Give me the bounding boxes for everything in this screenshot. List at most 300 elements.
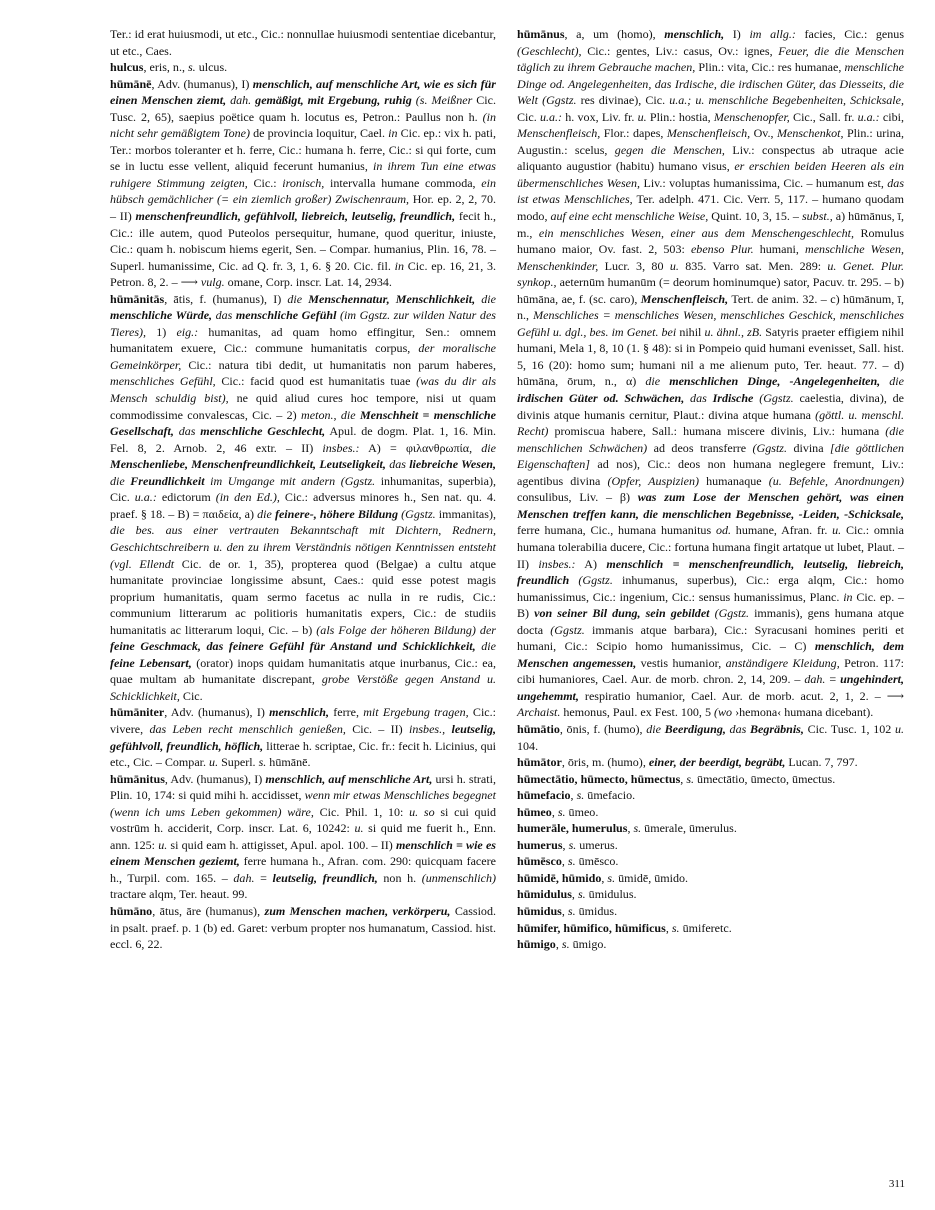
entry-text: leutselig, gefühlvoll, freundlich, höflich, xyxy=(110,721,496,753)
entry-text: Menschennatur, Menschlichkeit, xyxy=(308,291,476,306)
entry-text: Feuer, die die Menschen täglich zu ihrem Gebrauche machen, xyxy=(517,43,904,75)
entry-text: cibi, xyxy=(879,109,904,124)
entry-text: , a, um (homo), xyxy=(564,27,665,41)
entry-text: ebenso Plur. xyxy=(690,242,754,257)
entry-text: Apul. de dogm. Plat. 1, 16. Min. Fel. 8, 2. Arnob. 2, 46 extr. – II) xyxy=(110,424,496,455)
dictionary-entry xyxy=(110,59,496,76)
entry-headword: hūmānitās xyxy=(110,291,165,306)
entry-text: Cassiod. in psalt. praef. p. 1 (b) ed. Garet: verbum propter nos humanatum, Cassiod. hist. eccl. 6, 22. xyxy=(110,903,496,952)
entry-text: u. xyxy=(209,755,219,770)
entry-text: menschlich, auf menschliche Art, wie es sich für einen Menschen ziemt, xyxy=(110,76,496,108)
entry-text: Freundlichkeit xyxy=(130,473,205,488)
entry-text: Cic. Phil. 1, 10: xyxy=(313,804,410,819)
entry-text: subst., xyxy=(801,209,833,224)
entry-text: Irdische xyxy=(712,391,754,406)
entry-text: (Geschlecht), xyxy=(517,43,582,58)
entry-text: in ihrem Tun eine etwas ruhigere Stimmung zeigten, xyxy=(110,159,496,190)
entry-text: (Ggstz. xyxy=(753,391,794,406)
entry-text: facies, Cic.: genus xyxy=(795,27,905,41)
entry-text: im allg.: xyxy=(749,27,796,41)
entry-text: ›hemona‹ humana dicebant). xyxy=(732,705,874,720)
entry-text: insbes., xyxy=(409,721,446,736)
entry-text: tractare alqm, Ter. heaut. 99. xyxy=(110,887,248,902)
entry-text: Quint. 10, 3, 15. – xyxy=(708,209,802,224)
entry-text: , xyxy=(680,771,687,786)
entry-text: Cic. ep.: vix h. pati, Ter.: morbos toleranter et h. ferre, Cic.: humana h. ferre, Cic.: si qui forte, cum se in luctu esse vellent, aliquid fecerunt humanius, xyxy=(110,126,496,174)
dictionary-entry xyxy=(517,870,904,887)
entry-text: (unmenschlich) xyxy=(421,870,496,885)
entry-text: intervalla humane commoda, xyxy=(324,175,482,190)
entry-headword: hūmigo xyxy=(517,937,556,952)
entry-text: u.a.: xyxy=(857,109,880,124)
entry-text: u. so xyxy=(409,804,435,819)
entry-text: , xyxy=(627,821,634,836)
entry-text: (u. Befehle, Anordnungen) xyxy=(768,473,904,488)
dictionary-entry xyxy=(517,903,904,920)
dictionary-entry xyxy=(110,903,496,953)
entry-text: s. xyxy=(686,771,695,786)
entry-text: vestis humanior, xyxy=(636,655,726,670)
entry-text: menschlich, auf menschliche Art, xyxy=(265,771,433,786)
entry-text: menschlichen Dinge, -Angelegenheiten, xyxy=(669,374,881,389)
entry-text: aeternūm humanūm (= deorum hominumque) sator, Pacuv. tr. 295. – b) hūmāna, ae, f. (sc. caro), xyxy=(517,275,904,306)
entry-text: immanitas), xyxy=(435,506,496,521)
entry-text: ūmidus. xyxy=(575,903,618,918)
entry-text: der moralische Gemeinkörper, xyxy=(110,341,497,372)
entry-text: Cic.: vivere, xyxy=(110,705,496,736)
entry-headword: humerāle, humerulus xyxy=(517,821,628,836)
entry-text: feinere-, höhere Bildung xyxy=(274,506,399,521)
entry-text: a) hūmānus, ī, m., xyxy=(517,209,905,240)
entry-text: humane, Afran. fr. xyxy=(731,523,833,538)
entry-text: (was du dir als Mensch schuldig bist), xyxy=(110,374,497,406)
entry-text: irdischen Güter od. Schwächen, xyxy=(517,391,685,406)
entry-text: A) = φιλανθρωπία, xyxy=(359,440,482,455)
entry-headword: hūmātor xyxy=(517,755,562,770)
entry-text: s. xyxy=(577,887,586,902)
entry-text: consulibus, Liv. – β) xyxy=(517,490,638,505)
entry-text: die xyxy=(880,374,904,389)
entry-text: s. xyxy=(258,755,267,770)
entry-text: ūmēsco. xyxy=(575,854,619,869)
entry-text: 104. xyxy=(517,738,539,753)
entry-text: Menschenfleisch, xyxy=(666,126,751,141)
entry-text: die bes. aus einer vertrauten Bekanntschaft mit Dichtern, Rednern, Geschichtschreibern u. den zu ihrem Verständnis nötigen Kenntnissen entsteht (vgl. Ellendt xyxy=(110,523,496,571)
dictionary-entry xyxy=(110,291,496,705)
entry-text: (s. Meißner xyxy=(411,93,473,108)
entry-text: u. xyxy=(894,721,904,736)
entry-text: Cic. Tusc. 2, 65), saepius poëtice quam h. locutus es, Petron.: Paullus non h. xyxy=(110,93,496,124)
entry-text: Cic. xyxy=(179,688,203,703)
entry-text: A) xyxy=(575,556,607,571)
entry-text: menschenfreundlich, gefühlvoll, liebreich, leutselig, freundlich, xyxy=(135,209,456,224)
dictionary-entry xyxy=(517,787,904,804)
page-number: 311 xyxy=(888,1178,905,1190)
entry-text: s. xyxy=(671,920,680,935)
entry-text: fecit h., Cic.: ille autem, quod Puteolos persequitur, humane, quod queritur, iniuste, Cic.: quam h. nobiscum hiems egerit, Sen. – Compar. humanius, Plin. 16, 78. – Superl. humanissime, Cic. ad Q. fr. 3, 1, 6. § 20. Cic. fil. xyxy=(110,209,496,273)
entry-text: I) xyxy=(724,27,750,41)
entry-text: Menschenopfer, xyxy=(713,109,790,124)
entry-text: (im Ggstz. zur wilden Natur des Tieres), xyxy=(110,308,496,339)
entry-text: hemonus, Paul. ex Fest. 100, 5 xyxy=(560,705,714,720)
entry-text: das Leben recht menschlich genießen, xyxy=(149,721,346,736)
entry-text: immanis atque barbara), Cic.: Syracusani homines periti et humani, Cic.: Scipio homo humanissimus, Cic. – C) xyxy=(517,622,904,654)
entry-text: Ter.: id erat huiusmodi, ut etc., Cic.: nonnullae huiusmodi sententiae dicebantur, ut etc., Caes. xyxy=(110,27,496,58)
entry-text: Petron. 117: cibi humaniores, Cael. Aur. de morb. chron. 2, 14, 209. – xyxy=(517,655,904,687)
entry-text: menschliche Würde, xyxy=(110,308,213,323)
entry-text: ūmidē, ūmido. xyxy=(615,870,689,885)
dictionary-entry xyxy=(110,771,496,903)
entry-text: (Ggstz. xyxy=(550,622,585,637)
entry-text: Beerdigung, xyxy=(664,721,726,736)
entry-text: Menschenfleisch, xyxy=(640,291,729,306)
entry-text: inhumanitas, superbia), Cic. xyxy=(110,473,496,505)
entry-text: 835. Varro sat. Men. 289: xyxy=(678,258,828,273)
entry-text: das xyxy=(385,457,410,472)
entry-text: (orator) inops quidam humanitatis atque inurbanus, Cic.: ea, quae multam ab humanitate discrepant, xyxy=(110,655,496,687)
entry-text: s. xyxy=(187,60,196,75)
entry-text: liebreiche Wesen, xyxy=(409,457,497,472)
entry-text: res divinae), Cic. xyxy=(576,93,670,108)
entry-text: ungehindert, ungehemmt, xyxy=(517,672,904,703)
entry-text: s. xyxy=(607,870,616,885)
entry-text: Superl. xyxy=(218,755,259,770)
entry-text: (wo xyxy=(713,705,733,720)
entry-text: , ātis, f. (humanus), I) xyxy=(164,291,288,306)
entry-text: ad nos), Cic.: deos non humana neglegere fremunt, Liv.: agentibus divina xyxy=(517,457,904,488)
entry-headword: hulcus xyxy=(110,60,144,75)
entry-headword: hūmāniter xyxy=(110,705,165,720)
entry-text: s. xyxy=(567,854,576,869)
entry-text: Cic. xyxy=(517,109,540,124)
entry-text: die xyxy=(475,639,496,654)
entry-text: ferre humana h., Afran. com. 290: quicquam facere h., Turpil. com. 165. – xyxy=(110,854,496,885)
entry-text: Plin.: urina, Augustin.: scelus, xyxy=(517,126,904,157)
entry-text: Cic.: natura tibi dedit, ut humanitatis non parum haberes, xyxy=(181,357,496,372)
entry-text: ūmidulus. xyxy=(585,887,637,902)
entry-text: grobe Verstöße gegen Anstand u. Schicklichkeit, xyxy=(110,672,496,703)
entry-text: Cic. ep. 16, 21, 3. Petron. 8, 2. – ⟶ xyxy=(110,258,496,290)
entry-text: vulg. xyxy=(200,275,225,290)
entry-text: (Ggstz. xyxy=(709,606,750,621)
entry-text: (in nicht sehr gemäßigtem Tone) xyxy=(110,109,496,141)
entry-text: Flor.: dapes, xyxy=(600,126,667,141)
entry-text: Menschenliebe, Menschenfreundlichkeit, Leutseligkeit, xyxy=(110,457,386,472)
entry-text: insbes.: xyxy=(538,556,576,571)
entry-text: respiratio humanior, Cael. Aur. de morb. acut. 2, 1, 2. – ⟶ xyxy=(578,688,904,703)
dictionary-entry xyxy=(517,837,904,854)
entry-text: = xyxy=(254,870,273,885)
entry-text: u. xyxy=(637,109,647,124)
entry-text: non h. xyxy=(377,870,422,885)
entry-text: das xyxy=(173,424,201,439)
entry-text: promiscua habere, Sall.: humana miscere divinis, Liv.: humana xyxy=(548,424,886,439)
entry-text: u. Genet. Plur. synkop., xyxy=(517,258,904,290)
entry-text: menschlich = menschenfreundlich, leutselig, liebreich, freundlich xyxy=(517,556,904,588)
entry-text: Menschenkot, xyxy=(776,126,844,141)
entry-text: ad deos transferre xyxy=(647,440,753,455)
entry-text: leutselig, freundlich, xyxy=(272,870,378,885)
entry-text: u.a.: xyxy=(539,109,563,124)
entry-text: mit Ergebung tragen, xyxy=(363,705,469,720)
entry-text: gemäßigt, mit Ergebung, ruhig xyxy=(255,93,412,108)
entry-text: (Opfer, Auspizien) xyxy=(607,473,699,488)
entry-text: ūmerale, ūmerulus. xyxy=(641,821,737,836)
entry-text: de provincia loquitur, Cael. xyxy=(250,126,389,141)
entry-text: menschlich, dem Menschen angemessen, xyxy=(517,639,904,670)
entry-headword: hūmānitus xyxy=(110,771,165,786)
entry-text: ūmigo. xyxy=(569,937,607,952)
entry-text: dah. xyxy=(226,93,256,108)
entry-text: u. ähnl., zB. xyxy=(704,324,763,339)
entry-text: , xyxy=(562,837,569,852)
entry-headword: hūmidus xyxy=(517,903,562,918)
entry-headword: hūmeo xyxy=(517,804,552,819)
entry-text: umerus. xyxy=(576,837,618,852)
entry-text: ferre, xyxy=(329,705,364,720)
entry-text: (göttl. u. menschl. Recht) xyxy=(517,407,904,439)
entry-text: auf eine echt menschliche Weise, xyxy=(550,209,709,224)
entry-text: menschliche Dinge od. Angelegenheiten, das Irdische, die irdischen Güter, das Diesseits, die Welt (Ggstz. xyxy=(517,60,904,108)
entry-text: Cic.: omnia humana tolerabilia ducere, Cic.: fortuna humana fingit artatque ut lubet, Plaut. – II) xyxy=(517,523,904,571)
entry-text: s. xyxy=(557,804,566,819)
entry-text: (Ggstz. xyxy=(752,440,788,455)
entry-text: Menschenfleisch, xyxy=(517,126,601,141)
entry-headword: hūmifer, hūmifico, hūmificus xyxy=(517,920,666,935)
entry-text: omane, Corp. inscr. Lat. 14, 2934. xyxy=(224,275,392,290)
entry-text: die xyxy=(475,291,496,306)
entry-text: (Ggstz. xyxy=(569,573,613,588)
entry-headword: hūmātio xyxy=(517,721,560,736)
entry-headword: hūmidulus xyxy=(517,887,572,902)
entry-text: menschlich = wie es einem Menschen geziemt, xyxy=(110,837,496,869)
entry-text: ūmeo. xyxy=(565,804,599,819)
entry-text: die xyxy=(336,407,360,422)
entry-text: , Adv. (humanus), I) xyxy=(151,76,253,91)
entry-text: das xyxy=(725,721,750,736)
entry-text: h. vox, Liv. fr. xyxy=(562,109,638,124)
entry-text: immanis), gens humana atque docta xyxy=(517,606,905,637)
entry-headword: hūmefacio xyxy=(517,788,571,803)
entry-text: , xyxy=(555,937,562,952)
entry-text: (als Folge der höheren Bildung) der xyxy=(316,622,496,637)
entry-text: das ist etwas Menschliches, xyxy=(517,175,905,207)
entry-text: humanaque xyxy=(699,473,769,488)
entry-text: ūmectātio, ūmecto, ūmectus. xyxy=(694,771,836,786)
entry-text: Cic.: xyxy=(247,175,283,190)
entry-text: was zum Lose der Menschen gehört, was einen Menschen treffen kann, die menschlichen Begebnisse, -Leiden, -Schicksale, xyxy=(517,490,904,521)
entry-text: divina xyxy=(787,440,830,455)
entry-text: , xyxy=(561,854,568,869)
entry-text: Cic.: adversus minores h., Sen nat. qu. 4. praef. § 18. – B) = παιδεία, a) xyxy=(110,490,496,521)
entry-text: = xyxy=(825,672,841,687)
dictionary-entry xyxy=(110,704,496,770)
entry-text: , ōnis, f. (humo), xyxy=(559,721,647,736)
dictionary-entry xyxy=(517,820,904,837)
dictionary-entry xyxy=(517,886,904,903)
entry-text: inhumanus, superbus), Cic.: erga alqm, Cic.: homo humanissimus, Cic.: ingenium, Cic.: sensus humanissimus, Planc. xyxy=(517,573,904,604)
entry-text: ein menschliches Wesen, einer aus dem Menschengeschlecht, xyxy=(538,225,855,240)
entry-text: Cic., Sall. fr. xyxy=(789,109,858,124)
entry-headword: hūmāno xyxy=(110,903,153,918)
entry-text: das xyxy=(212,308,236,323)
entry-text: s. xyxy=(568,837,577,852)
entry-text: s. xyxy=(567,903,576,918)
entry-text: ferre humana, Cic., humana humanitus xyxy=(517,523,716,538)
entry-text: si quid me fuerit h., Enn. ann. 125: xyxy=(110,821,497,852)
entry-text: nihil xyxy=(676,324,705,339)
entry-text: Cic.: facid quod est humanitatis tuae xyxy=(215,374,417,389)
entry-text: ursi h. strati, Plin. 10, 174: si quid mihi h. accidisset, xyxy=(110,771,496,803)
dictionary-entry xyxy=(110,26,496,59)
entry-text: si cui quid vostrūm h. acciderit, Corp. inscr. Lat. 6, 10242: xyxy=(110,804,496,836)
entry-text: s. xyxy=(576,788,585,803)
dictionary-entry xyxy=(517,804,904,821)
entry-text: wenn mir etwas Menschliches begegnet (wenn ich ums Leben gekommen) wäre, xyxy=(110,788,496,819)
entry-text: menschliche Wesen, Menschenkinder, xyxy=(517,242,905,273)
entry-text: Liv.: conspectus ab utraque acie aliquanto augustior (habitu) humano visus, xyxy=(517,142,904,174)
entry-text: Tert. de anim. 32. – c) hūmānum, ī, n., xyxy=(517,291,904,323)
entry-text: einer, der beerdigt, begräbt, xyxy=(648,755,786,770)
entry-text: , ātus, āre (humanus), xyxy=(152,903,265,918)
entry-text: dah. xyxy=(804,672,826,687)
entry-text: u.a.; u. menschliche Begebenheiten, Schicksale, xyxy=(669,93,905,108)
dictionary-entry xyxy=(517,853,904,870)
entry-text: zum Menschen machen, verkörperu, xyxy=(264,903,451,918)
entry-text: , xyxy=(561,903,568,918)
entry-text: das xyxy=(684,391,713,406)
entry-text: menschlich, xyxy=(664,27,725,41)
entry-text: si quid eam h. attigisset, Apul. apol. 100. – II) xyxy=(167,837,396,852)
entry-text: Satyris praeter effigiem nihil humani, Mela 1, 8, 10 (1. § 48): si in Pompeio quid humani evenisset, Sall. hist. 5, 16 (20): homo sum; humani nil a me alienum puto, Ter. heaut. 77. – d) hūmāna, ōrum, n., α) xyxy=(517,324,904,389)
entry-text: ulcus. xyxy=(195,60,228,75)
entry-text: Plin.: vita, Cic.: res humanae, xyxy=(695,60,845,75)
entry-text: die xyxy=(646,721,665,736)
entry-text: dah. xyxy=(233,870,255,885)
entry-text: menschliches Gefühl, xyxy=(110,374,216,389)
entry-text: , eris, n., xyxy=(143,60,188,75)
entry-text: Begräbnis, xyxy=(749,721,804,736)
entry-text: Ter. adelph. 471. Cic. Verr. 5, 117. – humano quodam modo, xyxy=(517,192,904,224)
entry-text: die xyxy=(287,291,309,306)
entry-text: Plin.: hostia, xyxy=(646,109,714,124)
left-column xyxy=(110,26,496,953)
dictionary-entry xyxy=(517,721,904,754)
entry-text: insbes.: xyxy=(322,440,360,455)
entry-text: , xyxy=(570,788,577,803)
entry-text: ein hübsch gemächlicher (= ein ziemlich großer) Zwischenraum, xyxy=(110,175,496,207)
entry-text: Lucan. 7, 797. xyxy=(785,755,858,770)
entry-text: in xyxy=(394,258,404,273)
entry-headword: hūmēsco xyxy=(517,854,562,869)
entry-text: Cic. – II) xyxy=(345,721,409,736)
dictionary-entry xyxy=(517,754,904,771)
entry-text: , xyxy=(601,870,608,885)
entry-text: Liv.: voluptas humanissima, Cic. – humanum est, xyxy=(640,175,888,190)
entry-text: ūmefacio. xyxy=(584,788,636,803)
entry-text: , xyxy=(665,920,672,935)
dictionary-entry xyxy=(110,76,496,291)
entry-headword: hūmānē xyxy=(110,76,152,91)
entry-text: ironisch, xyxy=(282,175,325,190)
entry-text: s. xyxy=(633,821,642,836)
entry-text: u. xyxy=(158,837,168,852)
entry-text: er erschien beiden Heeren als ein übermenschliches Wesen, xyxy=(517,159,904,190)
entry-text: u. xyxy=(669,258,679,273)
entry-text: 1) xyxy=(146,324,177,339)
entry-headword: hūmānus xyxy=(517,27,565,41)
entry-text: humani, xyxy=(753,242,806,257)
entry-text: Ov., xyxy=(750,126,777,141)
entry-text: , xyxy=(571,887,578,902)
entry-text: litterae h. scriptae, Cic. fr.: fecit h. Licinius, qui etc., Cic. – Compar. xyxy=(110,738,496,770)
entry-text: od. xyxy=(715,523,731,538)
entry-text: Cic. de or. 1, 35), propterea quod (Belgae) a cultu atque humanitate provinciae longissime absunt, Caes.: quid esse potest magis proprium humanitatis, quam sermo facetus ac nulla in re rudis, Cic.: communium litterarum ac politioris humanitatis expers, Cic.: de studiis humanitatis ac litterarum loqui, Cic. – b) xyxy=(110,556,497,637)
entry-text: [die göttlichen Eigenschaften] xyxy=(517,440,905,472)
entry-text: die xyxy=(257,506,275,521)
entry-text: anständigere Kleidung, xyxy=(725,655,840,670)
entry-text: , Adv. (humanus), I) xyxy=(164,771,266,786)
entry-text: humanitas, ad quam homo effingitur, Sen.: omnem humanitatem exuere, Cic.: commune humanitatis corpus, xyxy=(110,324,496,356)
dictionary-entry xyxy=(517,936,904,953)
dictionary-entry xyxy=(517,920,904,937)
entry-text: meton., xyxy=(301,407,337,422)
entry-text: (die menschlichen Schwächen) xyxy=(517,424,904,455)
entry-text: Hor. ep. 2, 2, 70. – II) xyxy=(110,192,496,224)
entry-text: ne quid aliud cures hoc tempore, nisi ut quam commodissime convalescas, Cic. – 2) xyxy=(110,391,496,422)
entry-text: Menschheit = menschliche Gesellschaft, xyxy=(110,407,496,439)
entry-text: Romulus humano maior, Ov. fast. 2, 503: xyxy=(517,225,905,257)
entry-text: u. xyxy=(832,523,842,538)
entry-text: Cic. Tusc. 1, 102 xyxy=(803,721,895,736)
entry-headword: humerus xyxy=(517,837,563,852)
right-column xyxy=(517,26,904,953)
entry-text: die xyxy=(481,440,496,455)
entry-text: edictorum xyxy=(156,490,216,505)
entry-text: gegen die Menschen, xyxy=(614,142,725,157)
entry-headword: hūmectātio, hūmecto, hūmectus xyxy=(517,771,681,786)
entry-text: menschlich, xyxy=(269,705,329,720)
entry-text: Cic. ep. – B) xyxy=(517,589,904,621)
entry-text: menschliche Geschlecht, xyxy=(200,424,326,439)
entry-text: (in den Ed.), xyxy=(215,490,280,505)
entry-text: , ōris, m. (humo), xyxy=(561,755,649,770)
entry-text: von seiner Bil dung, sein gebildet xyxy=(534,606,710,621)
entry-text: die xyxy=(110,473,131,488)
entry-text: eig.: xyxy=(176,324,199,339)
entry-text: Lucr. 3, 80 xyxy=(598,258,670,273)
entry-text: ūmiferetc. xyxy=(679,920,732,935)
entry-text: feine Geschmack, das feinere Gefühl für Anstand und Schicklichkeit, xyxy=(110,639,476,654)
entry-text: u.a.: xyxy=(134,490,157,505)
entry-headword: hūmidē, hūmido xyxy=(517,870,602,885)
entry-text: Cic.: gentes, Liv.: casus, Ov.: ignes, xyxy=(581,43,779,58)
entry-text: feine Lebensart, xyxy=(110,655,192,670)
dictionary-entry xyxy=(517,771,904,788)
entry-text: Archaist. xyxy=(517,705,561,720)
entry-text: s. xyxy=(561,937,570,952)
entry-text: die xyxy=(645,374,670,389)
entry-text: (Ggstz. xyxy=(398,506,436,521)
entry-text: u. xyxy=(354,821,364,836)
entry-text: caelestia, divina), de divinis atque humanis cernitur, Plaut.: divina atque humana xyxy=(517,391,904,422)
entry-text: hūmānē. xyxy=(266,755,311,770)
entry-text: , xyxy=(551,804,558,819)
entry-text: in xyxy=(388,126,398,141)
entry-text: menschliche Gefühl xyxy=(235,308,337,323)
dictionary-entry xyxy=(517,26,904,721)
entry-text: in xyxy=(843,589,853,604)
